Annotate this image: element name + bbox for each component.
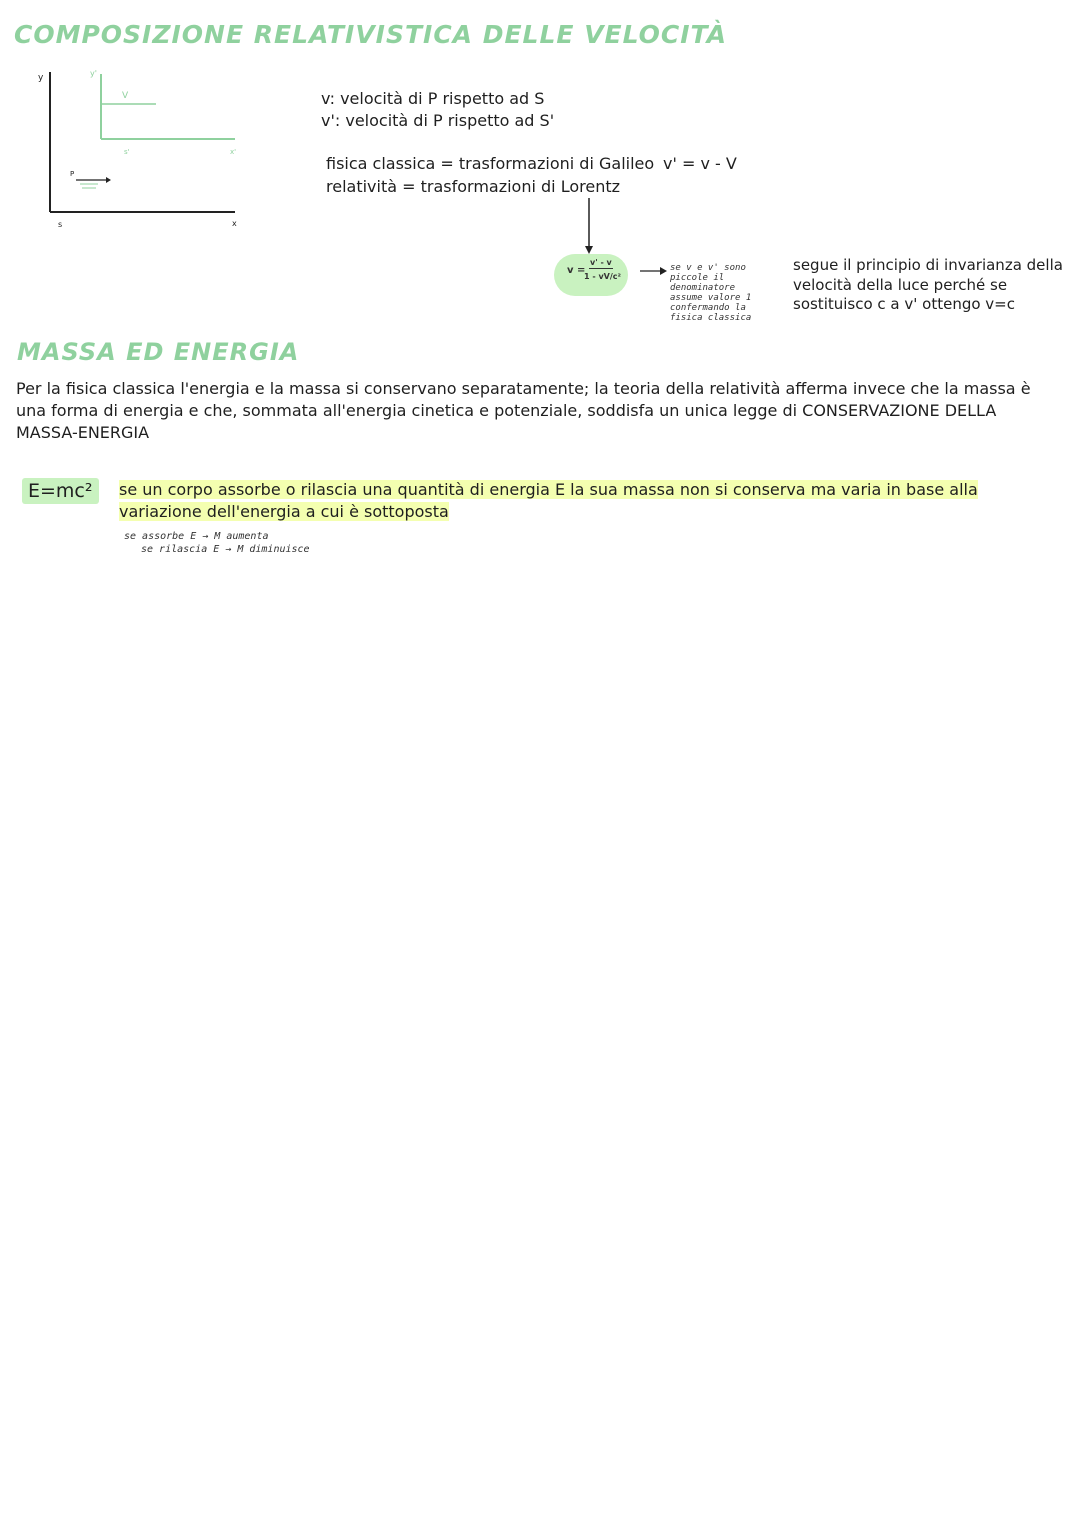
classical-physics-line: fisica classica = trasformazioni di Galileo [326,154,655,173]
emc2-explanation [119,479,1059,523]
lorentz-formula [554,254,628,296]
galileo-formula: v' = v - V [663,154,737,173]
formula-denominator: 1 - vV/c² [584,272,622,281]
x-prime-label: x' [230,148,237,156]
y-prime-label: y' [90,69,97,78]
definition-v: v: velocità di P rispetto ad S [321,89,545,108]
formula-numerator: v' - v [590,258,612,267]
emc2-formula: E=mc² [22,478,99,504]
handwritten-classical-note: se v e v' sono piccole il denominatore assume valore 1 confermando la fisica classica [670,263,752,323]
down-arrow-icon [583,198,595,256]
definition-v-prime: v': velocità di P rispetto ad S' [321,111,555,130]
y-label: y [38,73,44,83]
p-arrow-head [106,177,111,183]
relativity-line: relatività = trasformazioni di Lorentz [326,177,621,196]
right-arrow-icon [640,266,668,276]
formula-lhs: v = [567,265,586,276]
note-release: se rilascia E → M diminuisce [141,544,310,555]
mass-energy-paragraph: Per la fisica classica l'energia e la massa si conservano separatamente; la teoria della relatività afferma invece che la massa è una forma di energia e che, sommata all'energia cinetica e potenziale, soddisfa un unica legge di CONSERVAZIONE DELLA MASSA-ENERGIA [16,379,1031,442]
reference-frames-diagram [30,62,260,232]
emc2-explanation-text: se un corpo assorbe o rilascia una quantità di energia E la sua massa non si conserva ma varia in base alla variazione dell'energia a cui è sottoposta [119,480,978,521]
section-title-velocities: COMPOSIZIONE RELATIVISTICA DELLE VELOCITÀ [14,20,728,49]
s-prime-label: s' [124,148,130,156]
note-absorb: se assorbe E → M aumenta [124,531,269,542]
v-label: V [122,91,129,101]
section-title-mass-energy: MASSA ED ENERGIA [17,338,300,366]
s-label: s [58,220,63,229]
invariance-note: segue il principio di invarianza della velocità della luce perché se sostituisco c a v' ottengo v=c [793,256,1063,313]
p-label: P [70,170,75,178]
x-label: x [232,219,237,228]
